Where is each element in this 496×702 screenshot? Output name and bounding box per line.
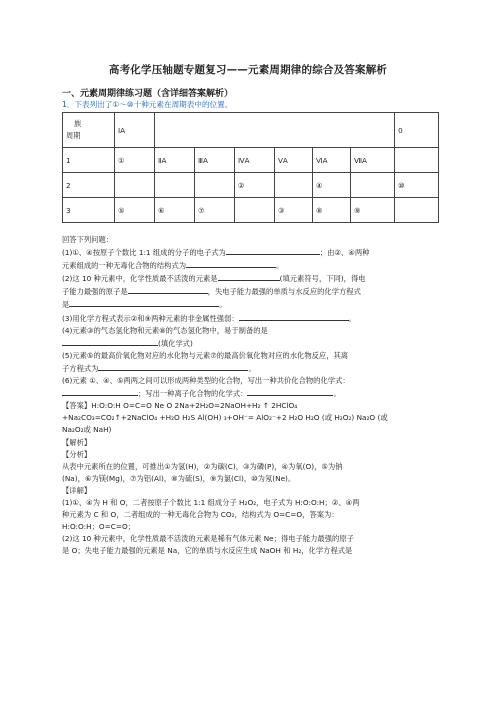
text-line — [62, 387, 438, 400]
table-cell: ⑦ — [195, 198, 235, 223]
periodic-table — [62, 112, 439, 223]
text-line: (6)元素 ①、④、⑤两两之间可以形成两种类型的化合物，写出一种共价化合物的化学式： — [62, 376, 350, 386]
text-span: ；由②、④两种 — [319, 248, 370, 258]
answer-blank — [62, 387, 138, 396]
text-line — [62, 312, 438, 325]
answer-blank — [239, 312, 349, 321]
table-cell: 2 — [63, 173, 115, 198]
table-cell: ⅠA — [115, 113, 155, 148]
text-span: 。 — [248, 363, 256, 373]
text-line — [62, 362, 438, 375]
table-row — [63, 148, 439, 173]
text-line: 是 O；失电子能力最强的元素是 Na，它的单质与水反应生成 NaOH 和 H₂，化学方程式是 — [62, 546, 353, 556]
table-cell — [155, 113, 395, 148]
text-line: 回答下列问题： — [62, 235, 114, 244]
text-line — [62, 246, 438, 259]
text-span: 。 — [348, 313, 356, 323]
answer-blank — [69, 298, 219, 307]
table-cell — [395, 198, 439, 223]
answer-blank — [247, 387, 333, 396]
table-cell: ⅤA — [275, 148, 313, 173]
answer-blank — [62, 337, 158, 346]
header-corner-cell — [63, 113, 115, 148]
page-title: 高考化学压轴题专题复习——元素周期律的综合及答案解析 — [108, 64, 388, 76]
jiexi-label: 【解析】 — [62, 437, 92, 447]
text-span: 是 — [62, 300, 70, 310]
text-span: 子能力最强的原子是 — [62, 287, 128, 297]
text-span: 。 — [219, 300, 227, 310]
text-line: (Na)，⑥为镁(Mg)，⑦为铝(Al)，⑧为硫(S)，⑨为氯(Cl)，⑩为氖(Ne)。 — [62, 473, 296, 483]
answer-label: 【答案】 — [62, 401, 92, 411]
text-line — [62, 337, 438, 350]
answer-line: +Na₂CO₃=CO₂↑+2NaClO₄ +H₂O H₂S Al(OH) ₃+OH⁻= AlO₂⁻+2 H₂O H₂O (或 H₂O₂) Na₂O (或 — [62, 413, 388, 423]
header-zu: 族 — [74, 119, 82, 128]
text-line — [62, 298, 438, 311]
answer-blank — [128, 285, 208, 294]
table-cell — [235, 198, 275, 223]
header-zhouqi: 周期 — [66, 131, 81, 140]
answer-blank — [186, 259, 276, 268]
text-line — [62, 259, 438, 272]
table-cell: ⅥA — [313, 148, 351, 173]
answer-blank — [226, 246, 320, 255]
table-cell — [155, 173, 195, 198]
table-row — [63, 198, 439, 223]
table-cell: ⅢA — [195, 148, 235, 173]
table-row — [63, 173, 439, 198]
table-header-row — [63, 113, 439, 148]
question-intro: 1．下表列出了①～⑩十种元素在周期表中的位置。 — [62, 100, 233, 109]
table-cell: ④ — [313, 173, 351, 198]
text-line: (5)元素⑤的最高价氧化物对应的水化物与元素⑦的最高价氧化物对应的水化物反应，其离 — [62, 350, 349, 360]
text-span: (填化学式) — [158, 338, 193, 348]
table-cell: ⑨ — [351, 198, 395, 223]
table-cell: ⅡA — [155, 148, 195, 173]
answer-line: Na₂O₂或 NaH) — [62, 425, 112, 435]
text-span: 。 — [276, 261, 284, 271]
text-line: (1)①、④为 H 和 O，二者按原子个数比 1:1 组成分子 H₂O₂，电子式为 H:O:O:H；②、④两 — [62, 497, 360, 507]
table-cell: ⑩ — [395, 173, 439, 198]
text-span: 。 — [333, 389, 341, 399]
text-span: (3)用化学方程式表示②和⑨两种元素的非金属性强弱： — [62, 313, 239, 323]
text-line — [62, 272, 438, 285]
table-cell: 0 — [395, 113, 439, 148]
text-span: (2)这 10 种元素中，化学性质最不活泼的元素是 — [62, 274, 218, 284]
text-span: (1)①、④按原子个数比 1:1 组成的分子的电子式为 — [62, 248, 226, 258]
answer-line — [62, 400, 438, 412]
text-line — [62, 285, 438, 298]
section-heading: 一、元素周期律练习题（含详细答案解析） — [62, 89, 234, 99]
text-line: 从表中元素所在的位置，可推出①为氢(H)，②为碳(C)，③为磷(P)，④为氧(O)，⑤为钠 — [62, 461, 343, 471]
table-cell: 1 — [63, 148, 115, 173]
text-line: H:O:O:H；O=C=O； — [62, 522, 135, 532]
table-cell — [351, 173, 395, 198]
table-cell — [115, 173, 155, 198]
text-span: 子方程式为 — [62, 363, 99, 373]
table-cell — [395, 148, 439, 173]
table-cell: ⑥ — [155, 198, 195, 223]
table-cell: ⅣA — [235, 148, 275, 173]
xiangjie-label: 【详解】 — [62, 485, 92, 495]
table-cell: ⑧ — [313, 198, 351, 223]
table-cell: ⑤ — [115, 198, 155, 223]
table-cell: ③ — [275, 198, 313, 223]
text-line: (4)元素③的气态氢化物和元素⑧的气态氢化物中，易于制备的是 — [62, 325, 268, 335]
text-line: (2)这 10 种元素中，化学性质最不活泼的元素是稀有气体元素 Ne；得电子能力最强的原子 — [62, 534, 354, 544]
text-span: ，失电子能力最强的单质与水反应的化学方程式 — [207, 287, 361, 297]
table-cell: ② — [235, 173, 275, 198]
table-cell — [195, 173, 235, 198]
text-line: 种元素为 C 和 O，二者组成的一种无毒化合物为 CO₂，结构式为 O=C=O，答案为： — [62, 510, 339, 520]
fenxi-label: 【分析】 — [62, 449, 92, 459]
answer-text: H:O:O:H O=C=O Ne O 2Na+2H₂O=2NaOH+H₂ ↑ 2HClO₄ — [91, 401, 298, 411]
table-cell: ① — [115, 148, 155, 173]
answer-blank — [218, 272, 280, 281]
text-span: (填元素符号，下同)，得电 — [279, 274, 366, 284]
text-span: 元素组成的一种无毒化合物的结构式为 — [62, 261, 187, 271]
text-span: ；写出一种离子化合物的化学式： — [138, 389, 248, 399]
table-cell: ⅦA — [351, 148, 395, 173]
answer-blank — [98, 362, 248, 371]
table-cell — [275, 173, 313, 198]
question-body — [62, 234, 438, 557]
table-cell: 3 — [63, 198, 115, 223]
